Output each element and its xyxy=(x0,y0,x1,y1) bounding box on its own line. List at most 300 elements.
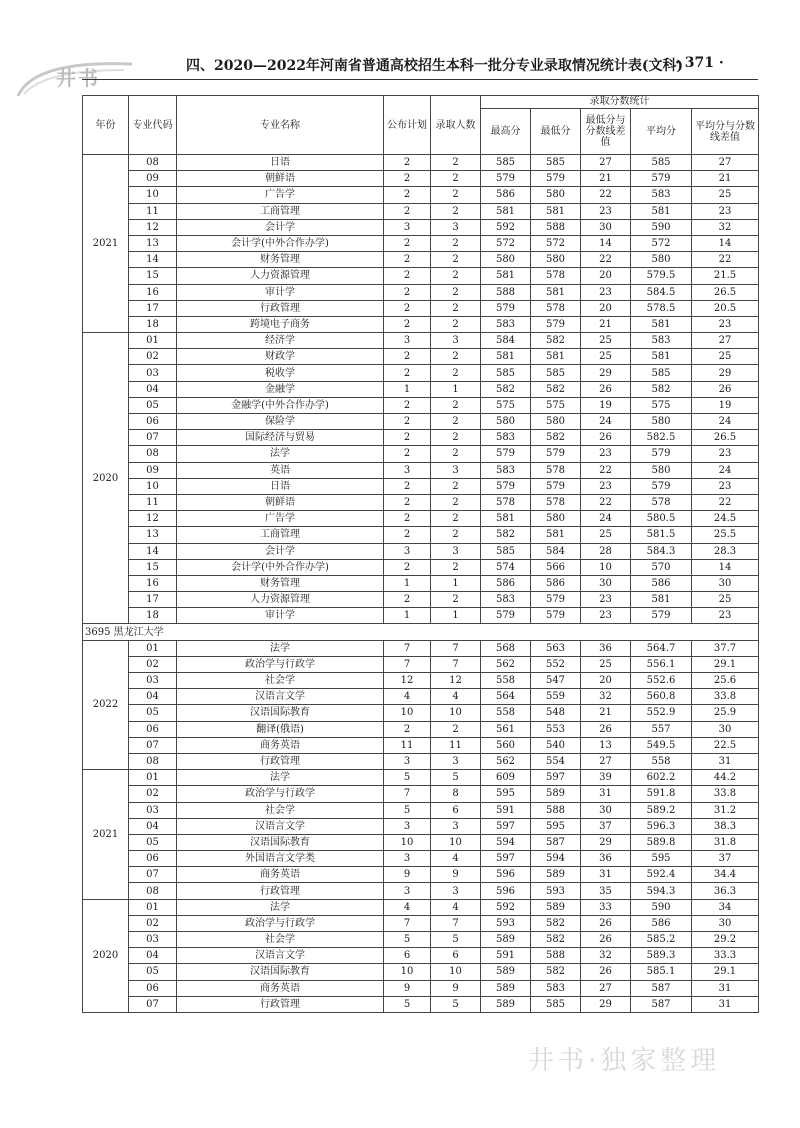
header-min: 最低分 xyxy=(531,109,581,155)
code-cell: 11 xyxy=(129,494,177,510)
plan-cell: 2 xyxy=(384,349,431,365)
admitted-cell: 2 xyxy=(431,511,481,527)
table-row xyxy=(83,883,759,899)
admitted-cell: 4 xyxy=(431,851,481,867)
min-diff-cell: 24 xyxy=(581,414,631,430)
min-score-cell: 589 xyxy=(531,899,581,915)
page-title: 四、2020—2022年河南省普通高校招生本科一批分专业录取情况统计表(文科) xyxy=(186,58,684,74)
code-cell: 08 xyxy=(129,753,177,769)
code-cell: 07 xyxy=(129,737,177,753)
min-diff-cell: 20 xyxy=(581,673,631,689)
admitted-cell: 11 xyxy=(431,737,481,753)
max-score-cell: 579 xyxy=(481,478,531,494)
code-cell: 03 xyxy=(129,365,177,381)
admitted-cell: 3 xyxy=(431,818,481,834)
code-cell: 02 xyxy=(129,656,177,672)
max-score-cell: 581 xyxy=(481,349,531,365)
plan-cell: 2 xyxy=(384,203,431,219)
avg-score-cell: 584.3 xyxy=(631,543,692,559)
header-plan: 公布计划 xyxy=(384,96,431,155)
admitted-cell: 5 xyxy=(431,932,481,948)
plan-cell: 2 xyxy=(384,430,431,446)
max-score-cell: 562 xyxy=(481,753,531,769)
avg-diff-cell: 34.4 xyxy=(692,867,759,883)
admitted-cell: 2 xyxy=(431,187,481,203)
admission-table xyxy=(82,95,759,1013)
admitted-cell: 2 xyxy=(431,527,481,543)
major-name-cell: 外国语言文学类 xyxy=(177,851,384,867)
table-row xyxy=(83,333,759,349)
avg-score-cell: 582.5 xyxy=(631,430,692,446)
min-score-cell: 580 xyxy=(531,511,581,527)
table-row xyxy=(83,996,759,1012)
max-score-cell: 589 xyxy=(481,980,531,996)
max-score-cell: 586 xyxy=(481,575,531,591)
major-name-cell: 行政管理 xyxy=(177,883,384,899)
avg-score-cell: 590 xyxy=(631,899,692,915)
avg-score-cell: 578.5 xyxy=(631,300,692,316)
max-score-cell: 585 xyxy=(481,543,531,559)
admitted-cell: 2 xyxy=(431,235,481,251)
code-cell: 05 xyxy=(129,964,177,980)
admitted-cell: 3 xyxy=(431,333,481,349)
avg-diff-cell: 14 xyxy=(692,235,759,251)
avg-diff-cell: 19 xyxy=(692,397,759,413)
avg-diff-cell: 25.5 xyxy=(692,527,759,543)
min-diff-cell: 25 xyxy=(581,333,631,349)
table-body-school2-title xyxy=(83,624,759,640)
plan-cell: 3 xyxy=(384,462,431,478)
code-cell: 04 xyxy=(129,948,177,964)
plan-cell: 5 xyxy=(384,996,431,1012)
min-score-cell: 579 xyxy=(531,316,581,332)
min-diff-cell: 20 xyxy=(581,268,631,284)
major-name-cell: 广告学 xyxy=(177,187,384,203)
plan-cell: 7 xyxy=(384,786,431,802)
major-name-cell: 工商管理 xyxy=(177,203,384,219)
avg-diff-cell: 30 xyxy=(692,721,759,737)
min-diff-cell: 22 xyxy=(581,494,631,510)
min-score-cell: 580 xyxy=(531,414,581,430)
min-score-cell: 581 xyxy=(531,203,581,219)
min-score-cell: 548 xyxy=(531,705,581,721)
avg-score-cell: 556.1 xyxy=(631,656,692,672)
avg-diff-cell: 25.6 xyxy=(692,673,759,689)
admitted-cell: 2 xyxy=(431,430,481,446)
min-score-cell: 593 xyxy=(531,883,581,899)
min-diff-cell: 27 xyxy=(581,753,631,769)
table-row xyxy=(83,867,759,883)
max-score-cell: 574 xyxy=(481,559,531,575)
code-cell: 10 xyxy=(129,187,177,203)
admitted-cell: 2 xyxy=(431,478,481,494)
plan-cell: 7 xyxy=(384,656,431,672)
table-row xyxy=(83,527,759,543)
admitted-cell: 2 xyxy=(431,171,481,187)
table-row xyxy=(83,721,759,737)
min-diff-cell: 26 xyxy=(581,932,631,948)
code-cell: 08 xyxy=(129,155,177,171)
header-stats-group: 录取分数统计 xyxy=(481,96,759,109)
code-cell: 03 xyxy=(129,673,177,689)
table-row xyxy=(83,673,759,689)
min-diff-cell: 21 xyxy=(581,705,631,721)
plan-cell: 10 xyxy=(384,834,431,850)
min-diff-cell: 36 xyxy=(581,851,631,867)
code-cell: 08 xyxy=(129,446,177,462)
table-row xyxy=(83,349,759,365)
min-diff-cell: 26 xyxy=(581,430,631,446)
admitted-cell: 3 xyxy=(431,883,481,899)
max-score-cell: 561 xyxy=(481,721,531,737)
min-score-cell: 584 xyxy=(531,543,581,559)
avg-diff-cell: 24 xyxy=(692,414,759,430)
max-score-cell: 591 xyxy=(481,948,531,964)
avg-diff-cell: 30 xyxy=(692,915,759,931)
code-cell: 17 xyxy=(129,592,177,608)
header-year: 年份 xyxy=(83,96,129,155)
plan-cell: 3 xyxy=(384,219,431,235)
plan-cell: 2 xyxy=(384,414,431,430)
avg-score-cell: 552.6 xyxy=(631,673,692,689)
admitted-cell: 2 xyxy=(431,592,481,608)
admitted-cell: 2 xyxy=(431,446,481,462)
plan-cell: 1 xyxy=(384,575,431,591)
min-score-cell: 597 xyxy=(531,770,581,786)
max-score-cell: 583 xyxy=(481,592,531,608)
avg-score-cell: 585 xyxy=(631,365,692,381)
max-score-cell: 581 xyxy=(481,203,531,219)
admitted-cell: 10 xyxy=(431,964,481,980)
max-score-cell: 580 xyxy=(481,252,531,268)
admitted-cell: 6 xyxy=(431,948,481,964)
plan-cell: 2 xyxy=(384,268,431,284)
min-score-cell: 579 xyxy=(531,171,581,187)
admitted-cell: 2 xyxy=(431,268,481,284)
min-diff-cell: 30 xyxy=(581,219,631,235)
min-score-cell: 582 xyxy=(531,381,581,397)
plan-cell: 3 xyxy=(384,851,431,867)
max-score-cell: 591 xyxy=(481,802,531,818)
admitted-cell: 9 xyxy=(431,867,481,883)
min-score-cell: 563 xyxy=(531,640,581,656)
major-name-cell: 汉语国际教育 xyxy=(177,705,384,721)
avg-score-cell: 587 xyxy=(631,980,692,996)
major-name-cell: 商务英语 xyxy=(177,980,384,996)
plan-cell: 10 xyxy=(384,964,431,980)
min-diff-cell: 24 xyxy=(581,511,631,527)
major-name-cell: 社会学 xyxy=(177,932,384,948)
min-diff-cell: 22 xyxy=(581,462,631,478)
avg-diff-cell: 32 xyxy=(692,219,759,235)
avg-score-cell: 581 xyxy=(631,316,692,332)
min-score-cell: 579 xyxy=(531,478,581,494)
avg-score-cell: 591.8 xyxy=(631,786,692,802)
plan-cell: 2 xyxy=(384,559,431,575)
min-diff-cell: 21 xyxy=(581,316,631,332)
major-name-cell: 社会学 xyxy=(177,673,384,689)
min-score-cell: 579 xyxy=(531,608,581,624)
avg-score-cell: 583 xyxy=(631,187,692,203)
min-diff-cell: 29 xyxy=(581,834,631,850)
avg-diff-cell: 31.2 xyxy=(692,802,759,818)
max-score-cell: 596 xyxy=(481,883,531,899)
min-score-cell: 579 xyxy=(531,446,581,462)
table-row xyxy=(83,559,759,575)
max-score-cell: 589 xyxy=(481,996,531,1012)
min-score-cell: 578 xyxy=(531,268,581,284)
code-cell: 07 xyxy=(129,867,177,883)
avg-diff-cell: 34 xyxy=(692,899,759,915)
min-score-cell: 553 xyxy=(531,721,581,737)
max-score-cell: 589 xyxy=(481,932,531,948)
avg-score-cell: 595 xyxy=(631,851,692,867)
admitted-cell: 5 xyxy=(431,996,481,1012)
table-row xyxy=(83,414,759,430)
avg-diff-cell: 25 xyxy=(692,349,759,365)
max-score-cell: 594 xyxy=(481,834,531,850)
plan-cell: 9 xyxy=(384,980,431,996)
admitted-cell: 2 xyxy=(431,349,481,365)
admitted-cell: 7 xyxy=(431,640,481,656)
avg-score-cell: 590 xyxy=(631,219,692,235)
avg-diff-cell: 36.3 xyxy=(692,883,759,899)
major-name-cell: 行政管理 xyxy=(177,996,384,1012)
code-cell: 14 xyxy=(129,543,177,559)
max-score-cell: 564 xyxy=(481,689,531,705)
admitted-cell: 2 xyxy=(431,494,481,510)
plan-cell: 1 xyxy=(384,608,431,624)
code-cell: 09 xyxy=(129,171,177,187)
code-cell: 13 xyxy=(129,527,177,543)
major-name-cell: 国际经济与贸易 xyxy=(177,430,384,446)
major-name-cell: 日语 xyxy=(177,155,384,171)
table-row xyxy=(83,511,759,527)
table-row xyxy=(83,219,759,235)
code-cell: 12 xyxy=(129,219,177,235)
code-cell: 16 xyxy=(129,284,177,300)
avg-diff-cell: 38.3 xyxy=(692,818,759,834)
min-score-cell: 575 xyxy=(531,397,581,413)
avg-diff-cell: 26.5 xyxy=(692,430,759,446)
avg-diff-cell: 29 xyxy=(692,365,759,381)
code-cell: 02 xyxy=(129,915,177,931)
plan-cell: 11 xyxy=(384,737,431,753)
min-score-cell: 582 xyxy=(531,932,581,948)
min-diff-cell: 14 xyxy=(581,235,631,251)
major-name-cell: 朝鲜语 xyxy=(177,494,384,510)
plan-cell: 2 xyxy=(384,478,431,494)
major-name-cell: 法学 xyxy=(177,640,384,656)
code-cell: 06 xyxy=(129,851,177,867)
avg-score-cell: 580 xyxy=(631,252,692,268)
table-row xyxy=(83,235,759,251)
admitted-cell: 2 xyxy=(431,155,481,171)
min-score-cell: 540 xyxy=(531,737,581,753)
max-score-cell: 582 xyxy=(481,527,531,543)
plan-cell: 9 xyxy=(384,867,431,883)
admitted-cell: 2 xyxy=(431,316,481,332)
min-score-cell: 588 xyxy=(531,948,581,964)
avg-score-cell: 586 xyxy=(631,575,692,591)
major-name-cell: 日语 xyxy=(177,478,384,494)
header-admitted: 录取人数 xyxy=(431,96,481,155)
admitted-cell: 2 xyxy=(431,203,481,219)
code-cell: 03 xyxy=(129,802,177,818)
avg-score-cell: 581.5 xyxy=(631,527,692,543)
min-score-cell: 581 xyxy=(531,527,581,543)
min-score-cell: 552 xyxy=(531,656,581,672)
avg-score-cell: 589.3 xyxy=(631,948,692,964)
avg-score-cell: 558 xyxy=(631,753,692,769)
max-score-cell: 588 xyxy=(481,284,531,300)
admitted-cell: 12 xyxy=(431,673,481,689)
major-name-cell: 跨境电子商务 xyxy=(177,316,384,332)
avg-diff-cell: 23 xyxy=(692,316,759,332)
plan-cell: 2 xyxy=(384,511,431,527)
max-score-cell: 579 xyxy=(481,446,531,462)
min-score-cell: 578 xyxy=(531,462,581,478)
major-name-cell: 会计学 xyxy=(177,543,384,559)
school-row xyxy=(83,624,759,640)
min-diff-cell: 23 xyxy=(581,592,631,608)
max-score-cell: 585 xyxy=(481,155,531,171)
min-score-cell: 559 xyxy=(531,689,581,705)
min-score-cell: 578 xyxy=(531,494,581,510)
code-cell: 16 xyxy=(129,575,177,591)
min-diff-cell: 31 xyxy=(581,867,631,883)
min-diff-cell: 26 xyxy=(581,915,631,931)
table-row xyxy=(83,171,759,187)
plan-cell: 4 xyxy=(384,689,431,705)
min-diff-cell: 22 xyxy=(581,252,631,268)
major-name-cell: 行政管理 xyxy=(177,300,384,316)
plan-cell: 2 xyxy=(384,155,431,171)
min-diff-cell: 33 xyxy=(581,899,631,915)
plan-cell: 2 xyxy=(384,171,431,187)
max-score-cell: 583 xyxy=(481,430,531,446)
avg-diff-cell: 27 xyxy=(692,155,759,171)
min-diff-cell: 35 xyxy=(581,883,631,899)
min-score-cell: 554 xyxy=(531,753,581,769)
header-avg-diff: 平均分与分数线差值 xyxy=(692,109,759,155)
year-cell: 2020 xyxy=(83,899,129,1012)
major-name-cell: 政治学与行政学 xyxy=(177,915,384,931)
min-score-cell: 589 xyxy=(531,786,581,802)
max-score-cell: 575 xyxy=(481,397,531,413)
avg-score-cell: 579 xyxy=(631,446,692,462)
admitted-cell: 10 xyxy=(431,834,481,850)
min-diff-cell: 37 xyxy=(581,818,631,834)
code-cell: 04 xyxy=(129,818,177,834)
table-row xyxy=(83,430,759,446)
major-name-cell: 财务管理 xyxy=(177,252,384,268)
min-diff-cell: 20 xyxy=(581,300,631,316)
header-max: 最高分 xyxy=(481,109,531,155)
avg-diff-cell: 21 xyxy=(692,171,759,187)
plan-cell: 2 xyxy=(384,316,431,332)
max-score-cell: 560 xyxy=(481,737,531,753)
table-row xyxy=(83,365,759,381)
major-name-cell: 审计学 xyxy=(177,284,384,300)
major-name-cell: 英语 xyxy=(177,462,384,478)
code-cell: 04 xyxy=(129,381,177,397)
code-cell: 10 xyxy=(129,478,177,494)
avg-score-cell: 602.2 xyxy=(631,770,692,786)
min-diff-cell: 30 xyxy=(581,575,631,591)
avg-score-cell: 589.2 xyxy=(631,802,692,818)
table-row xyxy=(83,381,759,397)
table-row xyxy=(83,834,759,850)
code-cell: 18 xyxy=(129,608,177,624)
admitted-cell: 1 xyxy=(431,381,481,397)
min-score-cell: 566 xyxy=(531,559,581,575)
avg-diff-cell: 30 xyxy=(692,575,759,591)
plan-cell: 7 xyxy=(384,640,431,656)
avg-diff-cell: 25 xyxy=(692,592,759,608)
min-score-cell: 588 xyxy=(531,219,581,235)
admitted-cell: 3 xyxy=(431,462,481,478)
plan-cell: 10 xyxy=(384,705,431,721)
table-row xyxy=(83,155,759,171)
table-row xyxy=(83,543,759,559)
avg-score-cell: 589.8 xyxy=(631,834,692,850)
avg-diff-cell: 21.5 xyxy=(692,268,759,284)
code-cell: 09 xyxy=(129,462,177,478)
table-row xyxy=(83,770,759,786)
avg-diff-cell: 44.2 xyxy=(692,770,759,786)
table-row xyxy=(83,802,759,818)
avg-diff-cell: 23 xyxy=(692,608,759,624)
year-cell: 2021 xyxy=(83,770,129,900)
admitted-cell: 3 xyxy=(431,219,481,235)
code-cell: 06 xyxy=(129,721,177,737)
min-diff-cell: 28 xyxy=(581,543,631,559)
min-diff-cell: 25 xyxy=(581,656,631,672)
min-diff-cell: 30 xyxy=(581,802,631,818)
min-score-cell: 585 xyxy=(531,155,581,171)
min-score-cell: 579 xyxy=(531,592,581,608)
plan-cell: 3 xyxy=(384,818,431,834)
min-diff-cell: 32 xyxy=(581,689,631,705)
major-name-cell: 汉语言文学 xyxy=(177,689,384,705)
major-name-cell: 会计学(中外合作办学) xyxy=(177,235,384,251)
code-cell: 01 xyxy=(129,899,177,915)
plan-cell: 4 xyxy=(384,899,431,915)
year-cell: 2022 xyxy=(83,640,129,770)
plan-cell: 7 xyxy=(384,915,431,931)
min-diff-cell: 31 xyxy=(581,786,631,802)
max-score-cell: 579 xyxy=(481,608,531,624)
min-diff-cell: 36 xyxy=(581,640,631,656)
table-row xyxy=(83,187,759,203)
admitted-cell: 2 xyxy=(431,397,481,413)
max-score-cell: 580 xyxy=(481,414,531,430)
admitted-cell: 2 xyxy=(431,559,481,575)
code-cell: 01 xyxy=(129,770,177,786)
admitted-cell: 4 xyxy=(431,899,481,915)
avg-diff-cell: 26.5 xyxy=(692,284,759,300)
table-row xyxy=(83,478,759,494)
table-body-school2 xyxy=(83,640,759,1012)
table-row xyxy=(83,980,759,996)
min-diff-cell: 25 xyxy=(581,527,631,543)
watermark: 井书·独家整理 xyxy=(528,1046,721,1076)
max-score-cell: 592 xyxy=(481,899,531,915)
code-cell: 08 xyxy=(129,883,177,899)
max-score-cell: 568 xyxy=(481,640,531,656)
avg-score-cell: 552.9 xyxy=(631,705,692,721)
